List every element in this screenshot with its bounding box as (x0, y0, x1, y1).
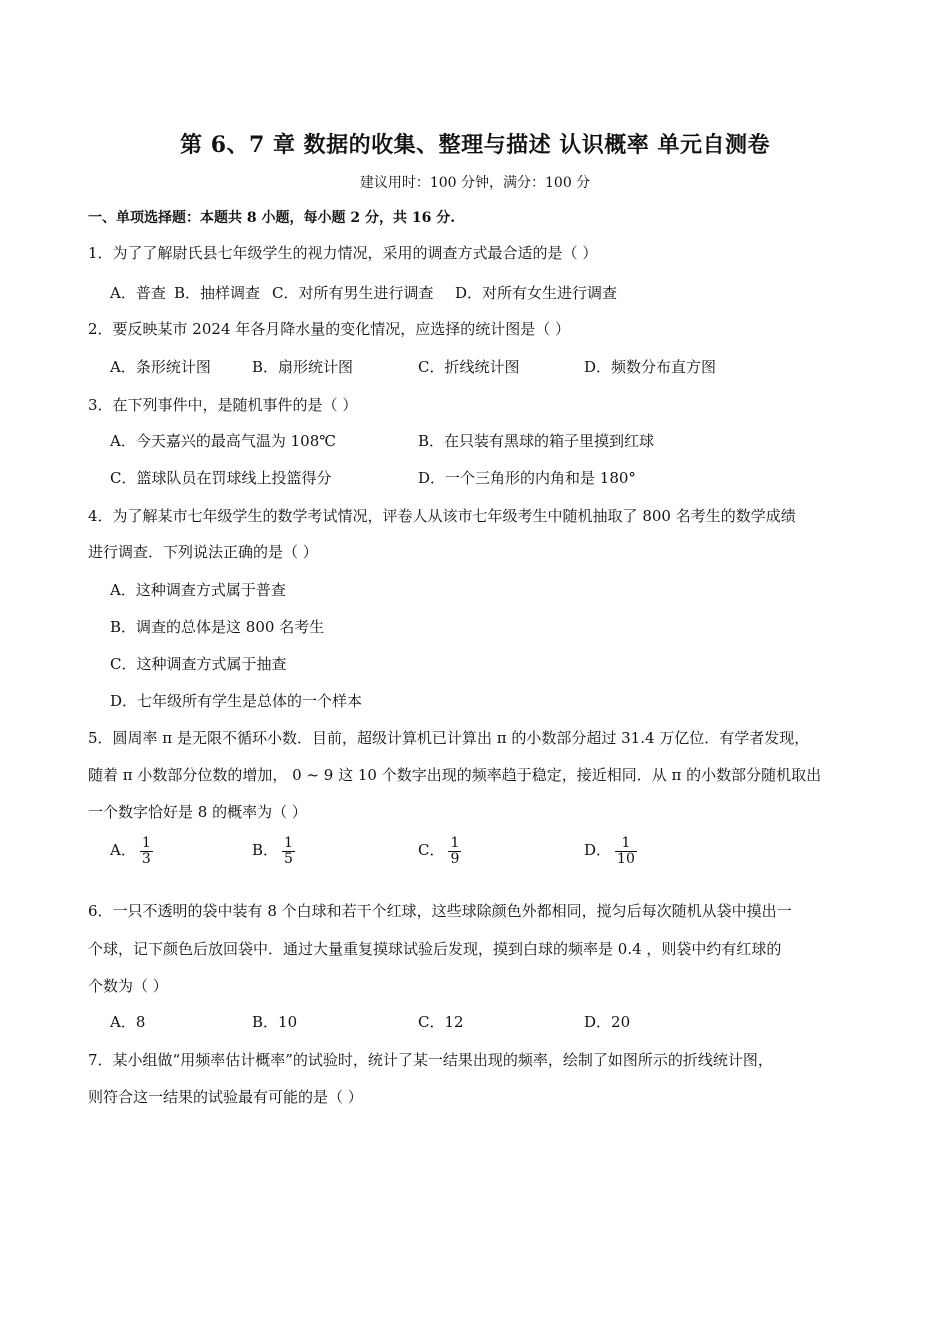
fraction-denominator: 3 (141, 850, 151, 867)
option-letter: D． (584, 841, 612, 860)
question-6-stem-line-1: 6．一只不透明的袋中装有 8 个白球和若干个红球，这些球除颜色外都相同，搅匀后每次随机从袋中摸出一 (88, 902, 792, 920)
question-4-option-c: C．这种调查方式属于抽查 (110, 655, 287, 673)
fraction-numerator: 1 (615, 836, 637, 852)
question-6-stem-line-2: 个球，记下颜色后放回袋中．通过大量重复摸球试验后发现，摸到白球的频率是 0.4 ，则袋中约有红球的 (88, 940, 782, 958)
question-2-option-a: A．条形统计图 (110, 358, 211, 376)
question-2-option-c: C．折线统计图 (418, 358, 520, 376)
question-4-stem-line-2: 进行调查．下列说法正确的是（ ） (88, 543, 318, 561)
section-heading: 一、单项选择题：本题共 8 小题，每小题 2 分，共 16 分. (88, 210, 456, 226)
question-4-stem-line-1: 4．为了解某市七年级学生的数学考试情况，评卷人从该市七年级考生中随机抽取了 800 名考生的数学成绩 (88, 507, 796, 525)
question-4-option-b: B．调查的总体是这 800 名考生 (110, 618, 325, 636)
option-letter: C． (418, 841, 445, 860)
page-subtitle: 建议用时：100 分钟，满分：100 分 (359, 175, 591, 191)
question-5-option-d (584, 836, 637, 866)
fraction (615, 836, 637, 866)
fraction-numerator: 1 (450, 835, 460, 851)
question-1-stem: 1．为了了解尉氏县七年级学生的视力情况，采用的调查方式最合适的是（ ） (88, 244, 598, 262)
option-letter: B． (252, 841, 279, 860)
question-1-option-a: A．普查 (110, 284, 166, 302)
fraction (448, 836, 461, 866)
option-letter: A． (110, 841, 136, 860)
question-5-stem-line-1: 5．圆周率 π 是无限不循环小数．目前，超级计算机已计算出 π 的小数部分超过 31.4 万亿位．有学者发现， (88, 729, 810, 747)
question-1-option-b: B．抽样调查 (174, 284, 261, 302)
question-1-option-d: D．对所有女生进行调查 (455, 284, 618, 302)
question-6-option-d: D．20 (584, 1013, 631, 1031)
question-1-option-c: C．对所有男生进行调查 (272, 284, 434, 302)
fraction-numerator: 1 (141, 835, 151, 851)
page-title: 第 6、7 章 数据的收集、整理与描述 认识概率 单元自测卷 (180, 132, 770, 158)
question-5-option-c (418, 836, 461, 866)
question-2-option-d: D．频数分布直方图 (584, 358, 717, 376)
fraction (140, 836, 153, 866)
question-3-option-c: C．篮球队员在罚球线上投篮得分 (110, 469, 332, 487)
question-7-stem-line-1: 7．某小组做“用频率估计概率”的试验时，统计了某一结果出现的频率，绘制了如图所示的折线统计图， (88, 1051, 773, 1069)
fraction-denominator: 5 (284, 850, 293, 867)
question-6-option-c: C．12 (418, 1013, 464, 1031)
question-3-stem: 3．在下列事件中，是随机事件的是（ ） (88, 396, 358, 414)
fraction-denominator: 9 (450, 850, 460, 867)
question-5-stem-line-3: 一个数字恰好是 8 的概率为（ ） (88, 803, 307, 821)
question-2-option-b: B．扇形统计图 (252, 358, 354, 376)
question-4-option-a: A．这种调查方式属于普查 (110, 581, 286, 599)
question-6-option-a: A．8 (110, 1013, 146, 1031)
question-5-option-b (252, 836, 295, 866)
fraction-denominator: 10 (617, 850, 635, 867)
question-5-option-a (110, 836, 153, 866)
question-3-option-d: D．一个三角形的内角和是 180° (418, 469, 636, 487)
question-2-stem: 2．要反映某市 2024 年各月降水量的变化情况，应选择的统计图是（ ） (88, 320, 571, 338)
fraction-numerator: 1 (284, 835, 293, 851)
question-3-option-b: B．在只装有黑球的箱子里摸到红球 (418, 432, 655, 450)
question-4-option-d: D．七年级所有学生是总体的一个样本 (110, 692, 363, 710)
question-6-option-b: B．10 (252, 1013, 298, 1031)
question-3-option-a: A．今天嘉兴的最高气温为 108℃ (110, 432, 337, 450)
question-7-stem-line-2: 则符合这一结果的试验最有可能的是（ ） (88, 1088, 363, 1106)
fraction (282, 836, 295, 866)
question-6-stem-line-3: 个数为（ ） (88, 977, 168, 995)
question-5-stem-line-2: 随着 π 小数部分位数的增加， 0 ~ 9 这 10 个数字出现的频率趋于稳定，接近相同．从 π 的小数部分随机取出 (88, 766, 822, 784)
